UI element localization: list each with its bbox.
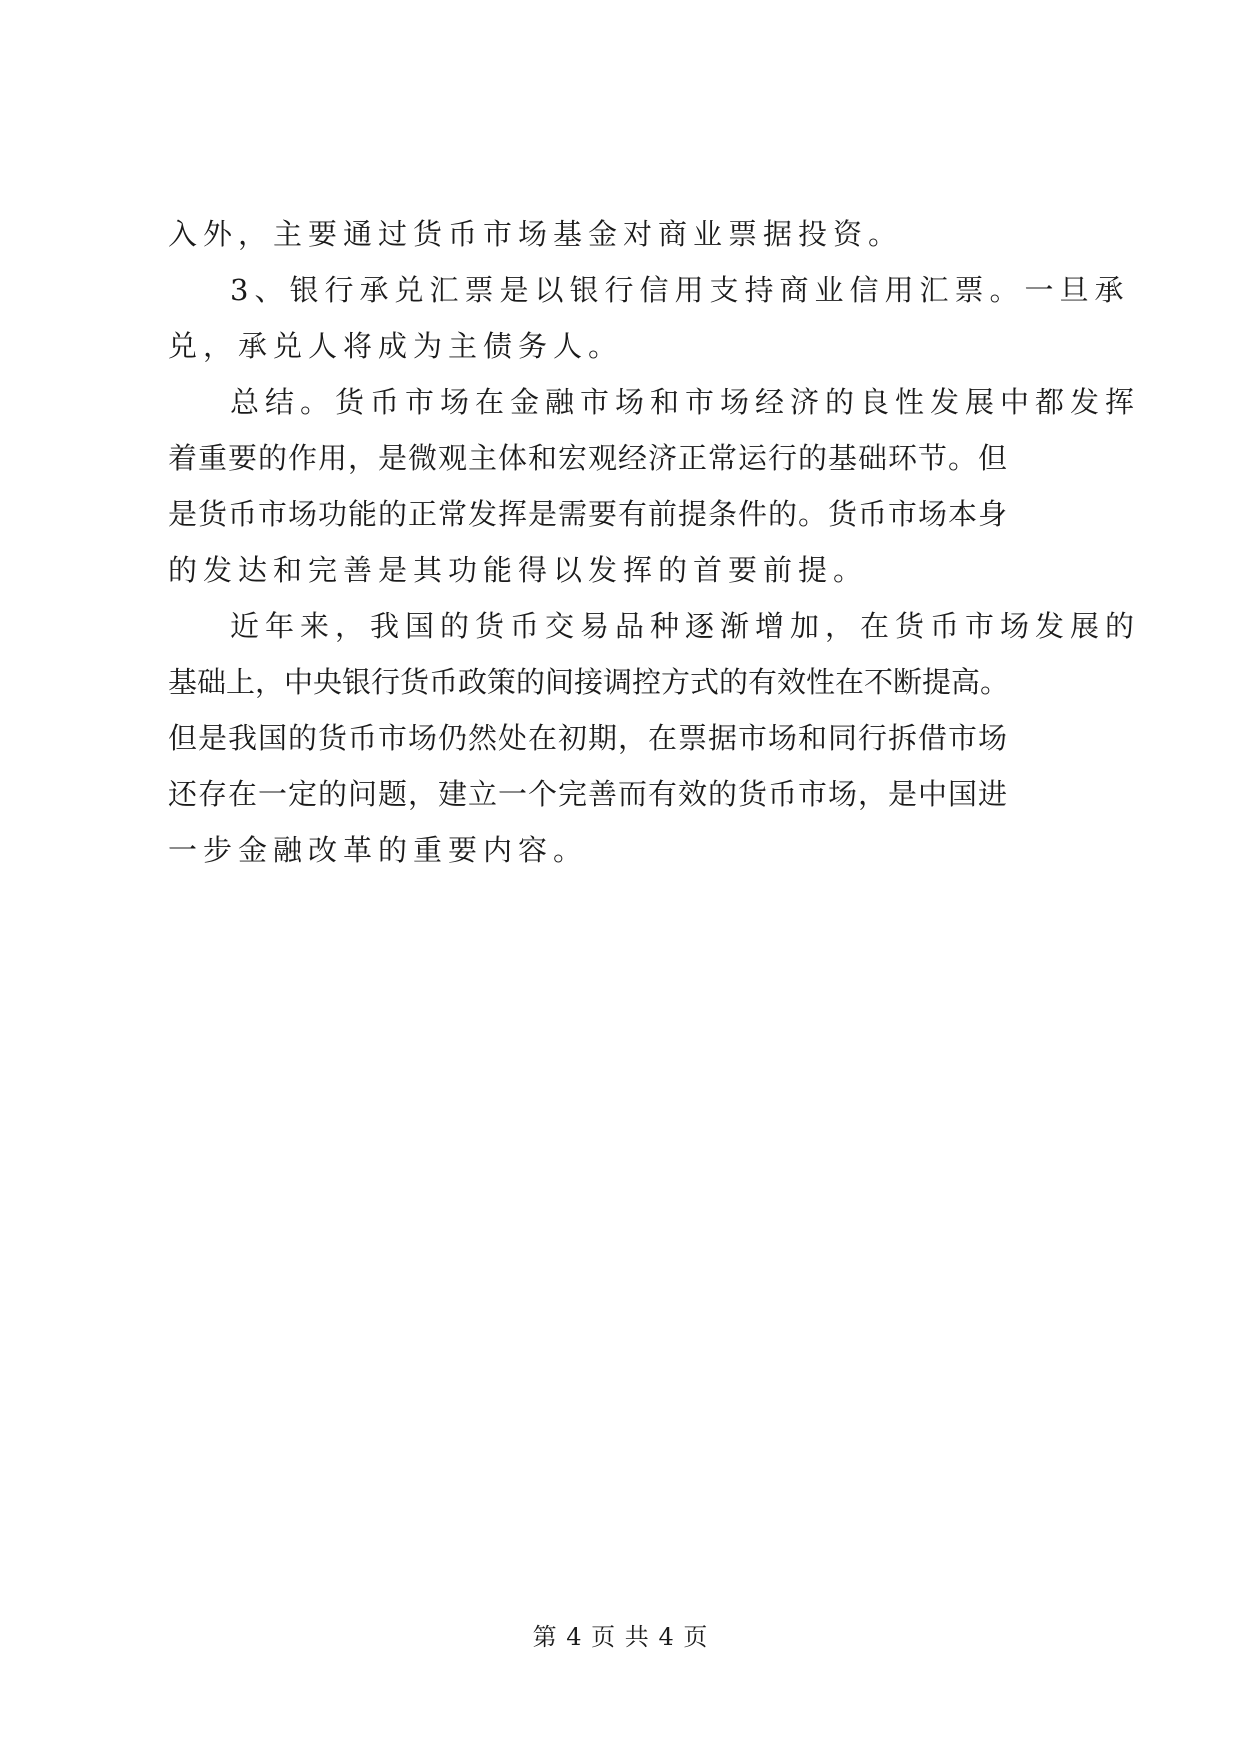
text-line-1: 入外，主要通过货币市场基金对商业票据投资。 (168, 217, 904, 251)
text-line-5: 着重要的作用，是微观主体和宏观经济正常运行的基础环节。但 (168, 441, 1009, 475)
text-line-12: 一步金融改革的重要内容。 (168, 833, 589, 867)
text-line-8: 近年来，我国的货币交易品种逐渐增加，在货币市场发展的 (230, 609, 1141, 643)
text-line-10: 但是我国的货币市场仍然处在初期，在票据市场和同行拆借市场 (168, 721, 1009, 755)
text-line-11: 还存在一定的问题，建立一个完善而有效的货币市场，是中国进 (168, 777, 1009, 811)
page-number-footer: 第 4 页 共 4 页 (532, 1623, 709, 1651)
text-line-9: 基础上，中央银行货币政策的间接调控方式的有效性在不断提高。 (168, 665, 1010, 699)
text-line-6: 是货币市场功能的正常发挥是需要有前提条件的。货币市场本身 (168, 497, 1009, 531)
text-line-7: 的发达和完善是其功能得以发挥的首要前提。 (168, 553, 869, 587)
text-line-4: 总结。货币市场在金融市场和市场经济的良性发展中都发挥 (230, 385, 1141, 419)
text-line-2: 3、银行承兑汇票是以银行信用支持商业信用汇票。一旦承 (230, 273, 1130, 307)
text-line-3: 兑，承兑人将成为主债务人。 (168, 329, 624, 363)
